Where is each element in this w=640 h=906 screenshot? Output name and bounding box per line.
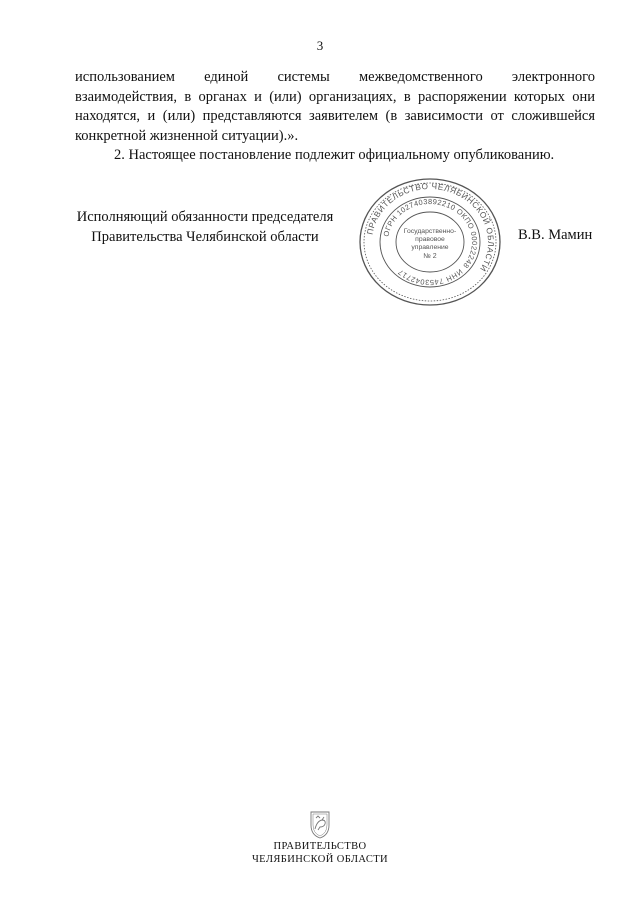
footer: [0, 808, 640, 866]
footer-line2: ЧЕЛЯБИНСКОЙ ОБЛАСТИ: [251, 854, 389, 865]
paragraph-publication: 2. Настоящее постановление подлежит официальному опубликованию.: [114, 147, 555, 163]
footer-line1: ПРАВИТЕЛЬСТВО: [273, 841, 367, 852]
official-stamp-icon: [355, 177, 505, 307]
stamp-inn: ИНН 7453042717: [396, 267, 465, 288]
signatory-position-line2: Правительства Челябинской области: [91, 228, 319, 245]
stamp-center-line2: правовое: [415, 236, 445, 243]
stamp-center-line3: управление: [411, 244, 449, 251]
signatory-position-line1: Исполняющий обязанности председателя: [76, 209, 334, 225]
stamp-okpo: ОКПО 00022248: [454, 206, 480, 271]
stamp-center-line1: Государственно-: [403, 228, 457, 235]
official-stamp: [355, 177, 505, 307]
signatory-name: В.В. Мамин: [518, 227, 593, 243]
page-number: 3: [316, 38, 324, 53]
svg-text:ИНН 7453042717: [396, 267, 464, 287]
document-body: [75, 68, 595, 166]
stamp-ogrn: ОГРН 1027403892210: [381, 196, 458, 238]
stamp-outer-text: ПРАВИТЕЛЬСТВО ЧЕЛЯБИНСКОЙ ОБЛАСТИ: [365, 181, 496, 274]
paragraph-continuation: использованием единой системы межведомственного электронного взаимодействия, в органах и (или) организациях, в распоряжении которых они находятся, и (или) представляются заявителем (в зависимости от сложившейся конкретной жизненной ситуации).».: [75, 69, 595, 144]
stamp-center-line4: № 2: [423, 253, 437, 260]
signatory-position: [60, 208, 350, 247]
coat-of-arms-icon: [305, 808, 335, 840]
